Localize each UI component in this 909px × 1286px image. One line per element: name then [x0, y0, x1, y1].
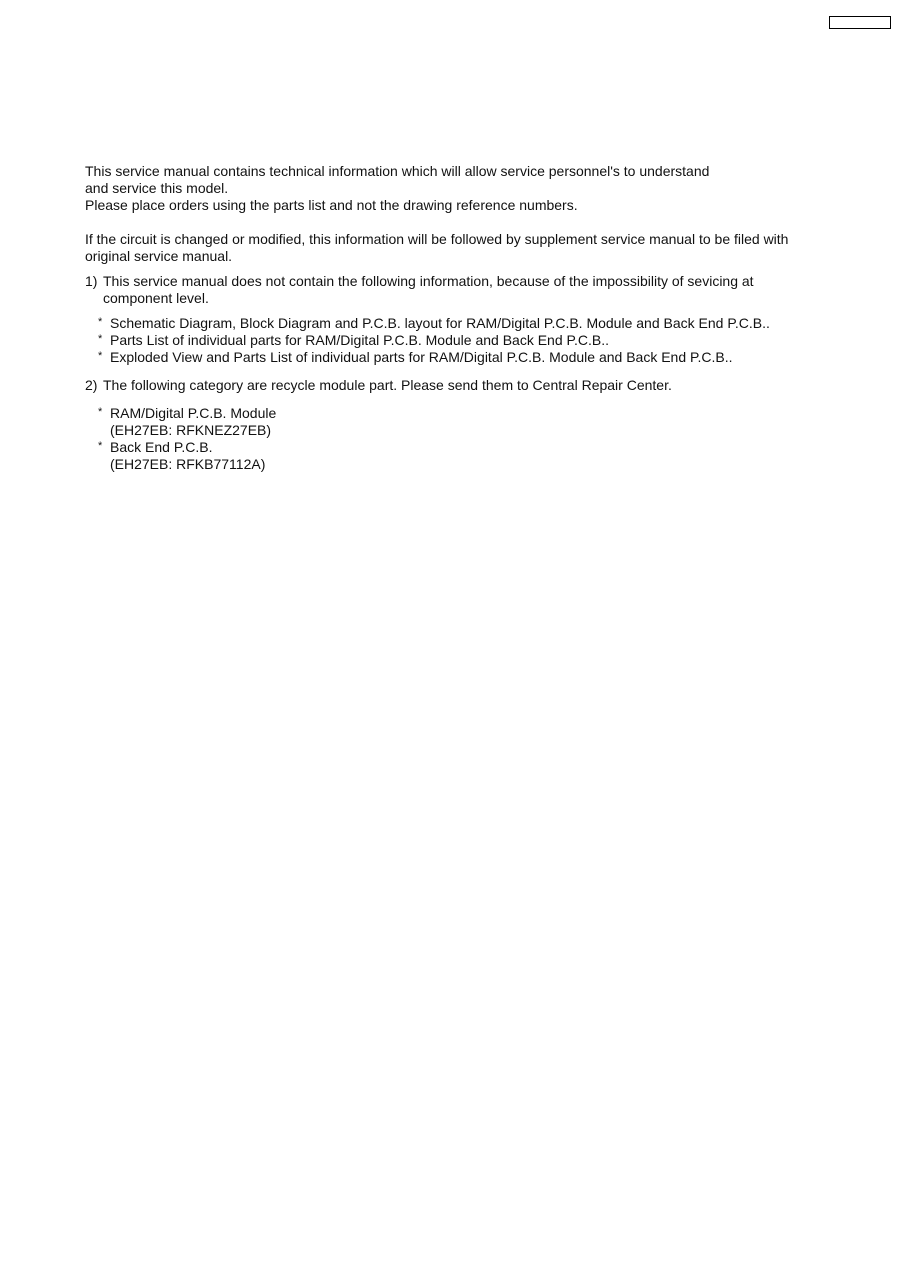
item-number: 2) [85, 377, 98, 393]
list-item [98, 439, 850, 473]
intro-paragraph [85, 163, 757, 214]
intro-line-1: This service manual contains technical information which will allow service personnel's to understand [85, 163, 710, 179]
item-1-line-1: This service manual does not contain the following information, because of the impossibility of sevicing at [103, 273, 754, 289]
item-number: 1) [85, 273, 98, 289]
asterisk-icon: * [98, 406, 103, 418]
intro-line-2: and service this model. [85, 180, 229, 196]
supplement-paragraph [85, 231, 850, 265]
intro-line-3: Please place orders using the parts list and not the drawing reference numbers. [85, 197, 578, 213]
list-item: * Schematic Diagram, Block Diagram and P.C.B. layout for RAM/Digital P.C.B. Module and Back End P.C.B.. [98, 315, 770, 331]
item-2-line-1: The following category are recycle module part. Please send them to Central Repair Center. [103, 377, 672, 393]
part-number: (EH27EB: RFKB77112A) [110, 456, 266, 472]
part-name: Back End P.C.B. [110, 439, 213, 455]
list-item [98, 405, 850, 439]
supplement-line-1: If the circuit is changed or modified, this information will be followed by supplement service manual to be filed with [85, 231, 789, 247]
supplement-line-2: original service manual. [85, 248, 233, 264]
page-number-box [829, 16, 891, 29]
asterisk-icon: * [98, 350, 103, 362]
part-number: (EH27EB: RFKNEZ27EB) [110, 422, 272, 438]
document-body [85, 163, 850, 473]
numbered-item-2 [85, 377, 850, 394]
list-item: * Exploded View and Parts List of individual parts for RAM/Digital P.C.B. Module and Back End P.C.B.. [98, 349, 733, 365]
part-name: RAM/Digital P.C.B. Module [110, 405, 277, 421]
asterisk-icon: * [98, 440, 103, 452]
bullet-list-1 [98, 315, 850, 366]
list-item: * Parts List of individual parts for RAM/Digital P.C.B. Module and Back End P.C.B.. [98, 332, 610, 348]
bullet-list-2 [98, 405, 850, 473]
asterisk-icon: * [98, 316, 103, 328]
numbered-item-1 [85, 273, 850, 307]
asterisk-icon: * [98, 333, 103, 345]
item-1-line-2: component level. [103, 290, 209, 306]
